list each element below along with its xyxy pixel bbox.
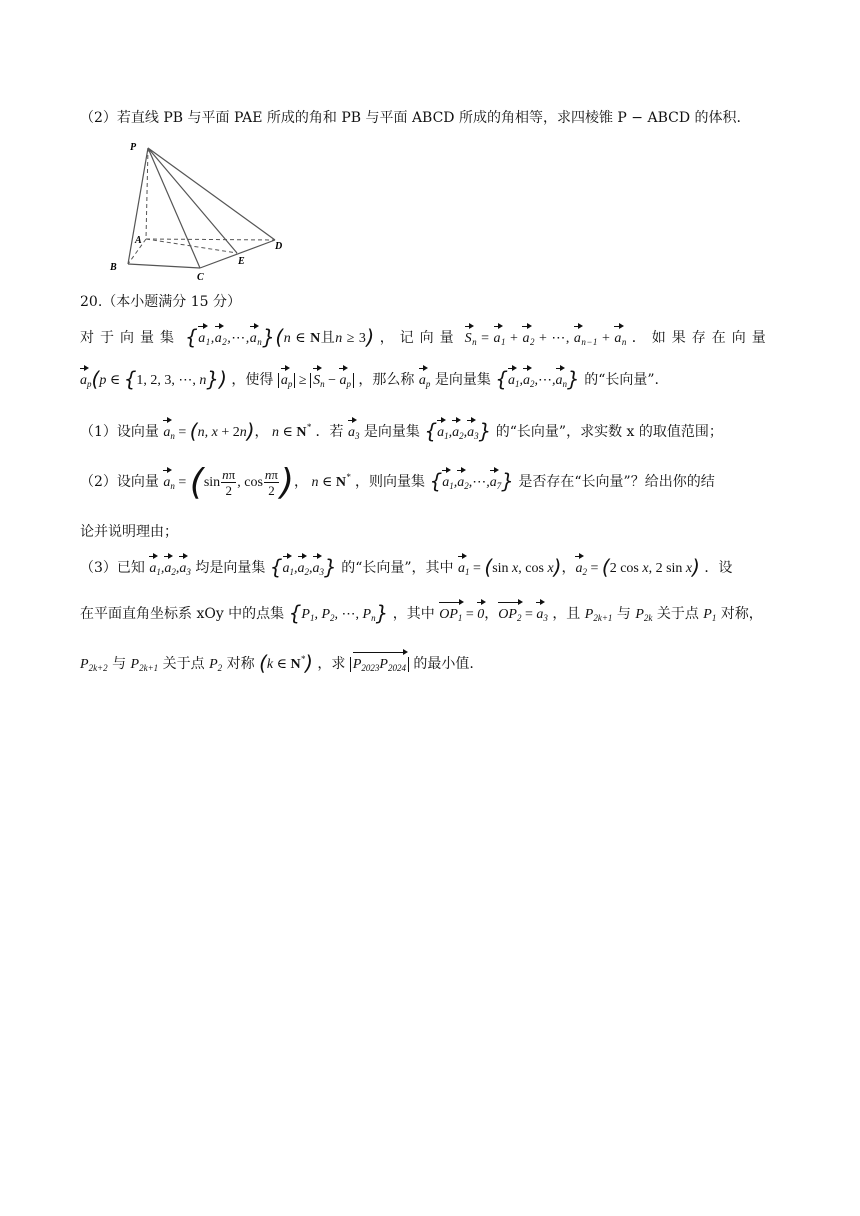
prev-part-2 [80, 107, 780, 129]
q20-intro-line2: $a_p(p$ ∈ {1, 2, 3, ⋯, n}) ，使得 $a_p \ge S_n - a_p$ ，那么称 $a_p$ 是向量集 $\{a_1,a_2,\cdots,a_n\}$ 的“长向量”. [80, 367, 659, 391]
label-D: D [275, 241, 283, 252]
pyramid-figure [108, 140, 288, 285]
label-B: B [110, 262, 117, 273]
edge-BC [128, 264, 200, 268]
edge-AE [146, 239, 237, 253]
math-ap-cond: $a_p(p$ ∈ {1, 2, 3, ⋯, n}) [80, 367, 227, 391]
math-long-vector-ineq: $a_p \ge S_n - a_p$ [278, 373, 354, 388]
math-an-def-1: $a_n = (n$, x + 2n)， n ∈ N* [163, 419, 312, 443]
math-P2023-P2024: $P_{2023}P_{2024}$ [350, 657, 409, 672]
edge-AD [146, 239, 275, 240]
math-an-def-2: $a_n = (\sin$ $\frac{n\pi}{2}$ , cos $\frac{n\pi}{2}$ )， n ∈ N* [163, 462, 351, 503]
q20-intro-line1: 对于向量集 $\{a_1,a_2,\cdots,a_n\}(n$ ∈ N且n ≥ 3) ，记向量 $S_n = a_1 + a_2$ + ⋯, $a_{n-1} + a_n$ ．如果存在向量 [80, 325, 772, 349]
edge-PD [148, 148, 275, 240]
prev-part-2-text: （2）若直线 PB 与平面 PAE 所成的角和 PB 与平面 ABCD 所成的角相等，求四棱锥 P − ABCD 的体积. [80, 110, 741, 126]
q20-part3-line3: $P_{2k+2}$ 与 $P_{2k+1}$ 关于点 $P_2$ 对称 (k ∈ N*) ，求 $P_{2023}P_{2024}$ 的最小值. [80, 648, 780, 679]
label-A: A [135, 235, 142, 246]
math-Sn-def: $S_n = a_1 + a_2$ + ⋯, $a_{n-1} + a_n$ [465, 331, 627, 346]
q20-part3-line2: 在平面直角坐标系 xOy 中的点集 {$P_1$, $P_2$, ⋯, $P_n$} ，其中 $OP_1 = 0$，$OP_2 = a_3$ ，且 $P_{2k+1}$ 与 $P_{2k}$ 关于点 $P_1$ 对称， [80, 602, 780, 629]
q20-title: 20.（本小题满分 15 分） [80, 294, 241, 310]
q20-part3-line1: （3）已知 $a_1,a_2,a_3$ 均是向量集 $\{a_1,a_2,a_3\}$ 的“长向量”，其中 $a_1 = (\sin$ x, cos x)，$a_2 = (2$ cos x, 2 sin x) ．设 [80, 555, 733, 579]
q20-part2-line1: （2）设向量 $a_n = (\sin$ $\frac{n\pi}{2}$ , cos $\frac{n\pi}{2}$ )， n ∈ N* ，则向量集 $\{a_1,a_2,\cdots,a_7\}$ 是否存在“长向量”？给出你的结 [80, 462, 715, 503]
label-C: C [197, 272, 204, 283]
edge-PE [148, 148, 237, 253]
math-vector-set: $\{a_1,a_2,\cdots,a_n\}(n$ ∈ N且n ≥ 3) [184, 325, 375, 349]
edge-PC [148, 148, 200, 268]
edge-PB [128, 148, 148, 264]
math-a1-a2-def: $a_1 = (\sin$ x, cos x)，$a_2 = (2$ cos x, 2 sin x) [457, 555, 700, 579]
q20-part2-line2: 论并说明理由； [80, 524, 178, 540]
label-P: P [130, 142, 137, 153]
label-E: E [238, 256, 245, 267]
edge-PA [146, 148, 148, 239]
math-OP-def: $OP_1 = 0$，$OP_2 = a_3$ [439, 607, 548, 622]
q20-part1: （1）设向量 $a_n = (n$, x + 2n)， n ∈ N* ．若 $a_3$ 是向量集 $\{a_1,a_2,a_3\}$ 的“长向量”，求实数 x 的取值范围； [80, 419, 723, 443]
